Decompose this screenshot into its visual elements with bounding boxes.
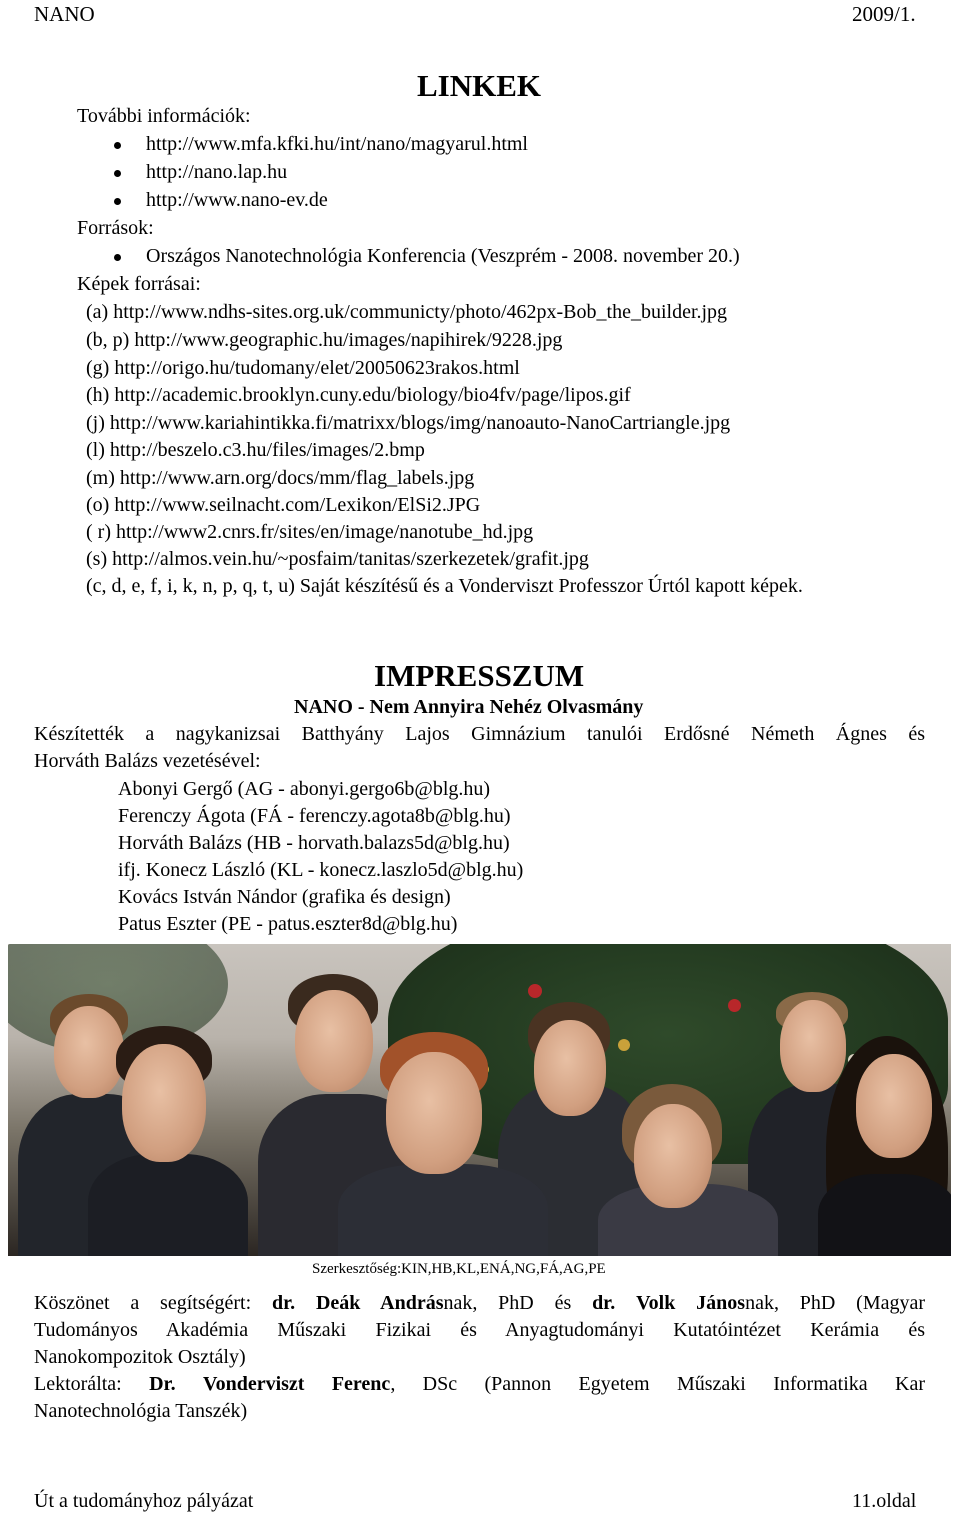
photo-caption: Szerkesztőség:KIN,HB,KL,ENÁ,NG,FÁ,AG,PE	[312, 1261, 606, 1277]
header-left: NANO	[34, 2, 95, 26]
bullet-icon	[114, 198, 121, 205]
member-item: Abonyi Gergő (AG - abonyi.gergo6b@blg.hu)	[118, 778, 491, 800]
bullet-icon	[114, 254, 121, 261]
image-source-item: ( r) http://www2.cnrs.fr/sites/en/image/nanotube_hd.jpg	[86, 521, 534, 543]
lector-line: Lektorálta: Dr. Vonderviszt Ferenc, DSc (Pannon Egyetem Műszaki Informatika Kar	[34, 1373, 925, 1395]
impresszum-intro-line: Készítették a nagykanizsai Batthyány Lajos Gimnázium tanulói Erdősné Németh Ágnes és	[34, 723, 925, 745]
member-item: ifj. Konecz László (KL - konecz.laszlo5d@blg.hu)	[118, 859, 524, 881]
member-item: Kovács István Nándor (grafika és design)	[118, 886, 451, 908]
ornament	[528, 984, 542, 998]
ornament	[728, 999, 741, 1012]
impresszum-subtitle: NANO - Nem Annyira Nehéz Olvasmány	[294, 696, 644, 718]
image-source-item: (g) http://origo.hu/tudomany/elet/20050623rakos.html	[86, 357, 520, 379]
lector-line: Nanotechnológia Tanszék)	[34, 1400, 248, 1422]
more-info-label: További információk:	[77, 105, 251, 127]
impresszum-intro-line: Horváth Balázs vezetésével:	[34, 750, 261, 772]
image-source-item: (s) http://almos.vein.hu/~posfaim/tanitas/szerkezetek/grafit.jpg	[86, 548, 589, 570]
footer-left: Út a tudományhoz pályázat	[34, 1490, 254, 1512]
image-source-item: (b, p) http://www.geographic.hu/images/napihirek/9228.jpg	[86, 329, 563, 351]
image-source-item: (l) http://beszelo.c3.hu/files/images/2.bmp	[86, 439, 425, 461]
header-right: 2009/1.	[852, 2, 916, 26]
image-source-item: (o) http://www.seilnacht.com/Lexikon/ElSi2.JPG	[86, 494, 481, 516]
bullet-icon	[114, 142, 121, 149]
member-item: Patus Eszter (PE - patus.eszter8d@blg.hu)	[118, 913, 458, 935]
footer-right: 11.oldal	[852, 1490, 917, 1512]
more-info-link[interactable]: http://www.nano-ev.de	[146, 189, 328, 211]
group-photo	[8, 944, 951, 1256]
source-item: Országos Nanotechnológia Konferencia (Veszprém - 2008. november 20.)	[146, 245, 740, 267]
image-source-item: (j) http://www.kariahintikka.fi/matrixx/blogs/img/nanoauto-NanoCartriangle.jpg	[86, 412, 731, 434]
impresszum-title: IMPRESSZUM	[374, 658, 585, 693]
more-info-link[interactable]: http://www.mfa.kfki.hu/int/nano/magyarul.html	[146, 133, 528, 155]
image-sources-label: Képek forrásai:	[77, 273, 201, 295]
image-source-item: (a) http://www.ndhs-sites.org.uk/communicty/photo/462px-Bob_the_builder.jpg	[86, 301, 728, 323]
sources-label: Források:	[77, 217, 154, 239]
image-source-item: (h) http://academic.brooklyn.cuny.edu/biology/bio4fv/page/lipos.gif	[86, 384, 631, 406]
thanks-line: Nanokompozitok Osztály)	[34, 1346, 246, 1368]
linkek-title: LINKEK	[417, 68, 542, 103]
image-source-item: (c, d, e, f, i, k, n, p, q, t, u) Saját készítésű és a Vonderviszt Professzor Úrtól kapott képek.	[86, 575, 803, 597]
bullet-icon	[114, 170, 121, 177]
image-source-item: (m) http://www.arn.org/docs/mm/flag_labels.jpg	[86, 467, 475, 489]
thanks-line: Köszönet a segítségért: dr. Deák Andrásnak, PhD és dr. Volk Jánosnak, PhD (Magyar	[34, 1292, 926, 1314]
member-item: Ferenczy Ágota (FÁ - ferenczy.agota8b@blg.hu)	[118, 805, 511, 827]
ornament	[618, 1039, 630, 1051]
member-item: Horváth Balázs (HB - horvath.balazs5d@blg.hu)	[118, 832, 510, 854]
thanks-line: Tudományos Akadémia Műszaki Fizikai és Anyagtudományi Kutatóintézet Kerámia és	[34, 1319, 925, 1341]
more-info-link[interactable]: http://nano.lap.hu	[146, 161, 288, 183]
